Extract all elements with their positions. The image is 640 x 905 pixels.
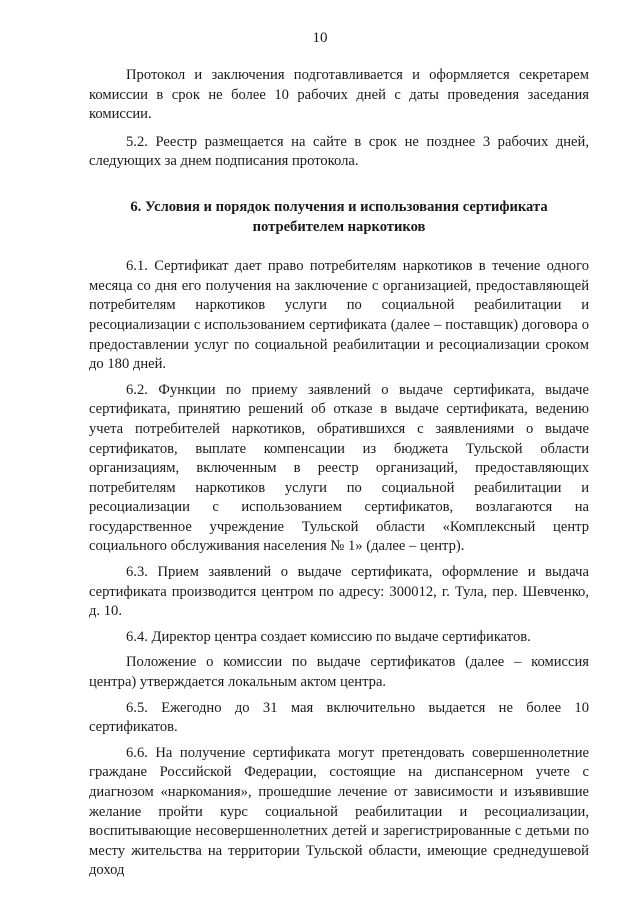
paragraph-6-4-regulation: Положение о комиссии по выдаче сертификатов (далее – комиссия центра) утверждается локальным актом центра. (89, 654, 589, 691)
document-body (89, 66, 589, 881)
section-6-heading: 6. Условия и порядок получения и использования сертификата потребителем наркотиков (130, 198, 548, 235)
paragraph-protocol: Протокол и заключения подготавливается и оформляется секретарем комиссии в срок не более 10 рабочих дней с даты проведения заседания комиссии. (89, 67, 589, 123)
paragraph-5-2: 5.2. Реестр размещается на сайте в срок не позднее 3 рабочих дней, следующих за днем подписания протокола. (89, 133, 589, 170)
paragraph-6-4: 6.4. Директор центра создает комиссию по выдаче сертификатов. (126, 628, 531, 645)
paragraph-6-6: 6.6. На получение сертификата могут претендовать совершеннолетние граждане Российской Федерации, состоящие на диспансерном учете с диагнозом «наркомания», прошедшие лечение от зависимости и изъявившие желание пройти курс социальной реабилитации и ресоциализации, воспитывающие несовершеннолетних детей и зарегистрированные с детьми по месту жительства на территории Тульской области, имеющие среднедушевой доход (89, 744, 589, 879)
page-number: 10 (312, 30, 328, 46)
paragraph-6-1: 6.1. Сертификат дает право потребителям наркотиков в течение одного месяца со дня его получения на заключение с организацией, предоставляющей потребителям наркотиков услуги по социальной реабилитации и ресоциализации с использованием сертификата (далее – поставщик) договора о предоставлении услуг по социальной реабилитации и ресоциализации сроком до 180 дней. (89, 258, 589, 373)
paragraph-6-2: 6.2. Функции по приему заявлений о выдаче сертификата, выдаче сертификата, принятию решений об отказе в выдаче сертификата, ведению учета потребителей наркотиков, обратившихся с заявлениями о выдаче сертификатов, выплате компенсации из бюджета Тульской области организациям, включенным в реестр организаций, предоставляющих потребителям наркотиков услуги по социальной реабилитации и ресоциализации с использованием сертификатов, возлагаются на государственное учреждение Тульской области «Комплексный центр социального обслуживания населения № 1» (далее – центр). (89, 381, 589, 555)
paragraph-6-3: 6.3. Прием заявлений о выдаче сертификата, оформление и выдача сертификата производится центром по адресу: 300012, г. Тула, пер. Шевченко, д. 10. (89, 564, 589, 620)
paragraph-6-5: 6.5. Ежегодно до 31 мая включительно выдается не более 10 сертификатов. (89, 699, 589, 736)
